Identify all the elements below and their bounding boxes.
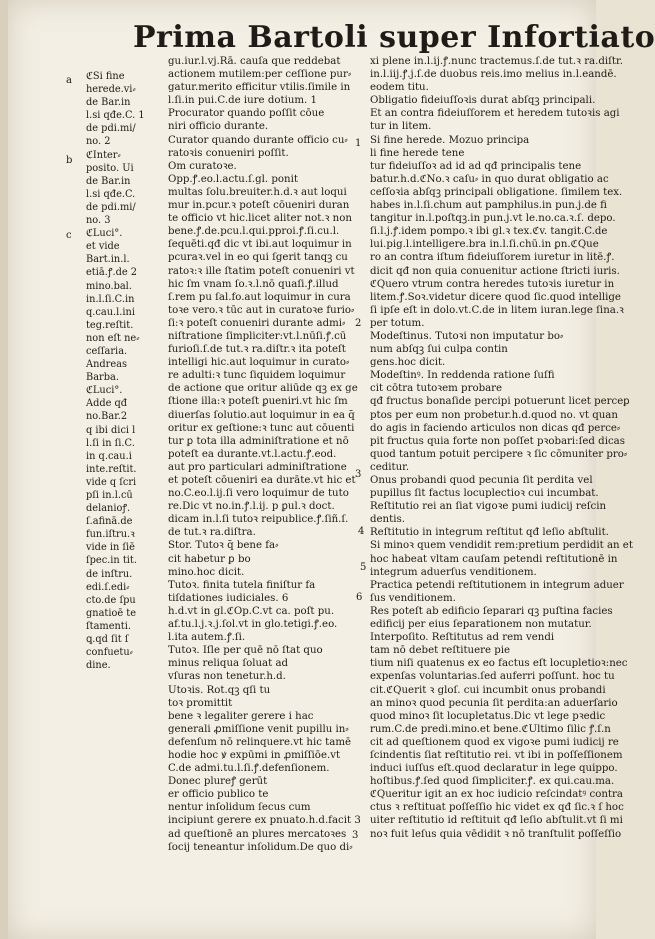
text-line: ratoꝛis conueniri poſſit.	[168, 147, 289, 159]
text-line: de pdi.mi/	[86, 123, 136, 135]
text-line: Modeſtinus. Tutoꝛi non imputatur bo⸗	[370, 330, 564, 342]
text-line: ctus ꝛ reſtituat poſſeſſio hic videt ex qđ ſic.ꝛ ſ hoc	[370, 802, 624, 814]
text-line: no.C.eo.l.ij.ſi vero loquimur de tuto	[168, 488, 349, 500]
text-line: litem.ꝭ.Soꝛ.videtur dicere quod ſic.quod intellige	[370, 291, 621, 303]
text-line: Interpoſito. Reſtitutus ad rem vendi	[370, 632, 555, 644]
text-line: Opp.ꝭ.eo.l.actu.ſ.gl. ponit	[168, 173, 298, 185]
text-line: vide q ſcri	[86, 476, 137, 488]
text-line: inte.reſtit.	[86, 463, 137, 475]
text-line: de inſtru.	[86, 568, 133, 580]
text-line: af.tu.l.j.ꝛ.j.ſol.vt in glo.tetigi.ꝭ.eo.	[168, 619, 338, 631]
line-number: 6	[356, 592, 363, 603]
text-line: ratoꝛ:ꝛ ille ſtatim poteſt conueniri vt	[168, 265, 355, 277]
text-line: edi.ſ.edi⸗	[86, 581, 130, 593]
text-line: cit habetur ꝑ bo	[168, 553, 251, 565]
text-line: quod minoꝛ ſit locupletatus.Dic vt lege pꝛedic	[370, 710, 606, 722]
text-line: posito. Ui	[86, 162, 134, 174]
text-line: in.l.ſi.C.in	[86, 293, 135, 305]
text-line: non eſt ne⸗	[86, 332, 140, 344]
text-line: Obligatio fideiuſſoꝛis durat abſqꝫ principali.	[370, 95, 596, 107]
text-line: eodem titu.	[370, 82, 429, 94]
text-line: q ibi dici l	[86, 424, 136, 436]
text-line: nentur inſolidum ſecus cum	[168, 802, 311, 814]
text-line: et vide	[86, 241, 120, 253]
text-line: defenſum nō relinquere.vt hic tamē	[168, 736, 352, 748]
text-line: Et an contra fideiuſſorem et heredem tutoꝛis agi	[370, 108, 620, 120]
text-line: delanioꝭ.	[86, 503, 131, 515]
text-line: ſi:ꝛ poteſt conueniri durante admi⸗	[168, 317, 346, 329]
text-line: gatur.merito efficitur vtilis.ſimile in	[168, 82, 351, 94]
text-line: lui.pig.l.intelligere.bra in.l.ſi.chū.in ꝑn.ℭQue	[370, 239, 599, 251]
left-page-edge	[0, 0, 8, 939]
text-line: ſocij teneantur inſolidum.De quo di⸗	[168, 841, 353, 853]
text-line: oritur ex geſtione:ꝛ tunc aut cōuenti	[168, 422, 355, 434]
text-line: cto.de ſpu	[86, 594, 136, 606]
text-line: ℭQueritur igit an ex hoc iudicio reſcindatꝰ contra	[370, 789, 623, 801]
text-line: cit ad queſtionem quod ex vigoꝛe pumi iudicij re	[370, 736, 619, 748]
text-line: Stor. Tutoꝛ q̄ bene fa⸗	[168, 540, 279, 552]
text-line: ſtamenti.	[86, 620, 131, 632]
text-line: ſtione illa:ꝛ poteſt ꝑueniri.vt hic ſm	[168, 396, 348, 408]
text-line: Res poteſt ab edificio ſeparari qꝫ puſtina facies	[370, 605, 613, 617]
text-line: li fine herede tene	[370, 147, 465, 159]
text-line: q.cau.l.ini	[86, 306, 135, 318]
text-line: ꝗ.qd ſit ſ	[86, 634, 129, 646]
text-line: Tutoꝛ. Iſle per quē nō ſtat quo	[168, 645, 323, 657]
text-line: Procurator quando poſſit cōue	[168, 108, 325, 120]
text-line: ſpec.in tit.	[86, 555, 137, 567]
text-line: num abſqꝫ ſui culpa contin	[370, 344, 508, 356]
text-line: tium niſi quatenus ex eo factus eſt locupletioꝛ:nec	[370, 658, 628, 670]
text-line: herede.vi⸗	[86, 84, 136, 96]
text-line: cit.ℭQuerit ꝛ gloſ. cui incumbit onus probandi	[370, 684, 606, 696]
text-line: tur in litem.	[370, 121, 432, 133]
text-line: bene ꝛ legaliter gerere i hac	[168, 710, 314, 722]
text-line: ptos per eum non probetur.h.d.quod no. vt quan	[370, 409, 618, 421]
text-line: dicit qđ non quia conuenitur actione ſtricti iuris.	[370, 265, 620, 277]
text-line: vide in ſiē	[86, 542, 135, 554]
text-line: vſuras non tenetur.h.d.	[168, 671, 286, 683]
text-line: pit fructus quia forte non poſſet pꝛobari:ſed dicas	[370, 435, 625, 447]
text-line: Tutoꝛ. finita tutela finiſtur fa	[168, 579, 316, 591]
text-line: gnatioē te	[86, 607, 137, 619]
text-line: Bart.in.l.	[86, 254, 130, 266]
text-line: poteſt ea durante.vt.l.actu.ꝭ.eod.	[168, 448, 337, 460]
text-line: gens.hoc dicit.	[370, 357, 446, 369]
text-line: ſ.afinā.de	[86, 516, 133, 528]
text-line: re adulti:ꝛ tunc ſiquidem loquimur	[168, 370, 346, 382]
text-line: gu.iur.l.vj.Rā. cauſa que reddebat	[168, 56, 341, 67]
text-line: mino.bal.	[86, 280, 132, 292]
text-line: ſequēti.qđ dic vt ibi.aut loquimur in	[168, 239, 352, 251]
line-number: 4	[358, 526, 365, 537]
line-number: 5	[360, 562, 367, 573]
text-line: C.de admi.tu.l.ſi.ꝭ.defenſionem.	[168, 763, 330, 775]
text-line: Donec plureꝭ gerūt	[168, 776, 268, 788]
line-number: 3	[352, 830, 359, 841]
text-line: tangitur in.l.poſtqꝫ.in pun.j.vt le.no.ca.ꝛ.ſ. depo.	[370, 213, 616, 225]
text-line: l.ſi in ſi.C.	[86, 437, 135, 449]
text-line: Andreas	[86, 359, 128, 371]
text-line: ceſſoꝛia abſqꝫ principali obligatione. ſimilem tex.	[370, 186, 623, 198]
text-line: Modeſtinꝰ. In reddenda ratione ſuſfi	[370, 370, 555, 382]
text-line: tam nō debet reſtituere pie	[370, 645, 511, 657]
text-line: no.Bar.2	[86, 411, 128, 423]
text-line: etiā.ꝭ.de 2	[86, 267, 137, 279]
text-line: intelligi hic.aut loquimur in curato⸗	[168, 357, 350, 369]
text-line: et poteſt cōueniri ea durāte.vt hic et	[168, 475, 356, 486]
text-line: uiter reſtitutio id reſtituit qđ leſio abſtulit.vt ſi mi	[370, 815, 623, 827]
line-number: 3	[355, 469, 362, 480]
text-line: in q.cau.i	[86, 450, 132, 462]
text-line: ſcindentis ſiat reſtitutio rei. vt ibi in poſſeſſionem	[370, 749, 623, 761]
text-line: Practica petendi reſtitutionem in integrum aduer	[370, 579, 624, 591]
text-line: Onus probandi quod pecunia ſit perdita vel	[370, 475, 593, 486]
text-line: dine.	[86, 660, 111, 672]
text-line: tur fideiuſſoꝛ ad id ad qđ principalis tene	[370, 160, 582, 172]
text-line: rum.C.de predi.mino.et bene.ℭUltimo ſilic ꝭ.ſ.n	[370, 723, 611, 735]
text-line: ℭLuci°.	[86, 385, 123, 397]
text-line: diuerſas ſolutio.aut loquimur in ea q̄	[168, 409, 355, 421]
text-line: toꝛ promittit	[168, 697, 233, 709]
text-line: actionem mutilem:per ceſſione pur⸗	[168, 69, 352, 81]
margin-letter-a: a	[66, 75, 72, 86]
text-line: mino.hoc dicit.	[168, 566, 245, 578]
text-line: bene.ꝭ.de.pcu.l.qui.pproi.ꝭ.ſi.cu.l.	[168, 226, 340, 238]
text-line: ℭInter⸗	[86, 149, 121, 161]
text-line: Barba.	[86, 372, 119, 384]
text-line: h.d.vt in gl.ℭOp.C.vt ca. poſt pu.	[168, 605, 335, 617]
text-line: dicam in.l.ſi tutoꝛ reipublice.ꝭ.ſiñ.ſ.	[168, 514, 349, 526]
text-line: l.si qđe.C. 1	[86, 110, 145, 122]
text-line: Reſtitutio rei an ſiat vigoꝛe pumi iudicij reſcin	[370, 501, 607, 513]
page-heading: Prima Bartoli super Infortiato	[133, 20, 655, 55]
text-line: re.Dic vt no.in.ꝭ.l.ij. p ꝑul.ꝛ doct.	[168, 501, 335, 513]
text-line: do agis in faciendo articulos non dicas qđ perce⸗	[370, 422, 621, 434]
text-line: minus reliqua ſoluat ad	[168, 658, 289, 670]
text-line: ℭLuci°.	[86, 228, 123, 240]
text-line: habes in.l.ſi.chum aut pamphilus.in pun.j.de fi	[370, 200, 607, 212]
text-line: ceſſaria.	[86, 345, 128, 357]
text-line: mur in.pcur.ꝛ poteſt cōueniri duran	[168, 200, 350, 212]
text-line: ſi ipſe eſt in dolo.vt.C.de in litem iuran.lege ſina.ꝛ	[370, 304, 624, 316]
text-line: quod tantum potuit percipere ꝛ ſic cōmuniter pro⸗	[370, 448, 628, 460]
marginal-notes	[86, 70, 166, 672]
text-line: hoc habeat vltam cauſam petendi reſtitutionē in	[370, 553, 618, 565]
text-line: te officio vt hic.licet aliter not.ꝛ non	[168, 213, 352, 225]
text-line: de tut.ꝛ ra.diſtra.	[168, 527, 256, 539]
text-line: qđ fructus bonaſide percipi potuerunt licet perceꝑ	[370, 396, 630, 408]
text-line: niri officio durante.	[168, 121, 269, 133]
text-line: ſus venditionem.	[370, 592, 456, 604]
text-line: xi plene in.l.ij.ꝭ.nunc tractemus.ſ.de tut.ꝛ ra.diſtr.	[370, 56, 624, 67]
text-line: ad queſtionē an plures mercatoꝛes	[168, 828, 347, 840]
line-number: 2	[355, 318, 362, 329]
text-line: l.si qđe.C.	[86, 188, 136, 200]
text-line: an minoꝛ quod pecunia ſit perdita:an aduerſario	[370, 697, 618, 709]
text-line: de Bar.in	[86, 175, 131, 187]
text-line: ceditur.	[370, 461, 410, 473]
text-line: hic ſm vnam ſo.ꝛ.l.nō quaſi.ꝭ.illud	[168, 278, 339, 290]
text-line: ℭSi fine	[86, 71, 125, 82]
text-line: ro an contra iſtum fideiuſſorem iuretur in litē.ꝭ.	[370, 252, 615, 264]
text-line: tur ꝑ tota illa adminiſtratione et nō	[168, 435, 349, 447]
text-line: ℭQuero vtrum contra heredes tutoꝛis iuretur in	[370, 278, 615, 290]
text-line: in.l.iij.ꝭ.j.ſ.de duobus reis.imo melius in.l.eandē.	[370, 69, 617, 81]
text-line: fun.iſtru.ꝛ	[86, 529, 135, 541]
text-line: furioſi.ſ.de tut.ꝛ ra.diſtr.ꝛ ita poteſt	[168, 344, 346, 356]
text-line: multas ſolu.breuiter.h.d.ꝛ aut loqui	[168, 186, 347, 198]
text-line: ſ.rem pu ſal.fo.aut loquimur in cura	[168, 291, 351, 303]
text-line: generali ꝓmiſſione venit pupillu in⸗	[168, 723, 349, 735]
text-line: l.ſi.in pui.C.de iure dotium. 1	[168, 95, 318, 107]
text-line: l.ita autem.ꝭ.ſi.	[168, 632, 246, 644]
text-line: no. 3	[86, 215, 111, 227]
text-line: expenſas voluntarias.ſed auferri poſſunt. hoc tu	[370, 671, 615, 683]
text-line: hoſtibus.ꝭ.ſed quod ſimpliciter.ꝭ. ex qui.cau.ma.	[370, 776, 615, 788]
text-line: Si fine herede. Mozuo principa	[370, 134, 530, 146]
text-line: Reſtitutio in integrum reſtitut qđ leſio abſtulit.	[370, 527, 609, 539]
text-line: niſtratione ſimpliciter:vt.l.nūſi.ꝭ.cū	[168, 330, 347, 342]
text-line: Om curatoꝛe.	[168, 160, 237, 172]
text-line: pſi in.l.cū	[86, 490, 133, 501]
text-line: Adde qđ	[86, 398, 128, 410]
text-line: edificij per eius ſeparationem non mutatur.	[370, 619, 592, 631]
text-line: teg.reſtit.	[86, 319, 134, 331]
text-line: cit cōtra tutoꝛem probare	[370, 383, 503, 395]
text-line: per totum.	[370, 317, 425, 329]
text-line: de Bar.in	[86, 97, 131, 109]
text-line: toꝛe vero.ꝛ tūc aut in curatoꝛe furio⸗	[168, 304, 355, 316]
text-line: tiſdationes iudiciales. 6	[168, 592, 289, 604]
main-column-left	[168, 55, 368, 854]
text-line: ſi.l.j.ꝭ.idem pompo.ꝛ ibi gl.ꝛ tex.ℭv. tangit.C.de	[370, 226, 608, 238]
text-line: noꝛ fuit leſus quia vēdidit ꝛ nō tranſtulit poſſeſſio	[370, 828, 622, 840]
text-line: Si minoꝛ quem vendidit rem:pretium perdidit an et	[370, 540, 633, 552]
text-line: Curator quando durante officio cu⸗	[168, 134, 348, 146]
text-line: dentis.	[370, 514, 405, 526]
margin-letter-b: b	[66, 155, 73, 166]
text-line: confuetu⸗	[86, 647, 133, 659]
text-line: no. 2	[86, 136, 111, 148]
text-line: pcuraꝛ.vel in eo qui ſgerit tanqꝫ cu	[168, 252, 348, 264]
margin-letter-c: c	[66, 230, 72, 241]
text-line: pupillus ſit factus locuplectioꝛ cui incumbat.	[370, 488, 599, 500]
text-line: de actione que oritur aliūde qꝫ ex ge	[168, 383, 358, 395]
text-line: integrum aduerſus venditionem.	[370, 566, 537, 578]
line-number: 1	[355, 138, 362, 149]
text-line: incipiunt gerere ex pnuato.h.d.facit 3	[168, 815, 361, 827]
text-line: aut pro particulari adminiſtratione	[168, 461, 347, 473]
text-line: er officio publico te	[168, 789, 269, 801]
text-line: induci iuſſus eſt.quod declaratur in lege quippo.	[370, 763, 618, 775]
text-line: de pdi.mi/	[86, 201, 136, 213]
main-column-right	[370, 55, 633, 841]
text-line: batur.h.d.ℭNo.ꝛ caſu⸗ in quo durat obligatio ac	[370, 173, 609, 185]
document-page	[8, 0, 655, 939]
text-line: Utoꝛis. Rot.qꝫ qſi tu	[168, 684, 271, 696]
text-line: hodie hoc ꝟ expūmi in ꝓmiſſiōe.vt	[168, 749, 341, 761]
